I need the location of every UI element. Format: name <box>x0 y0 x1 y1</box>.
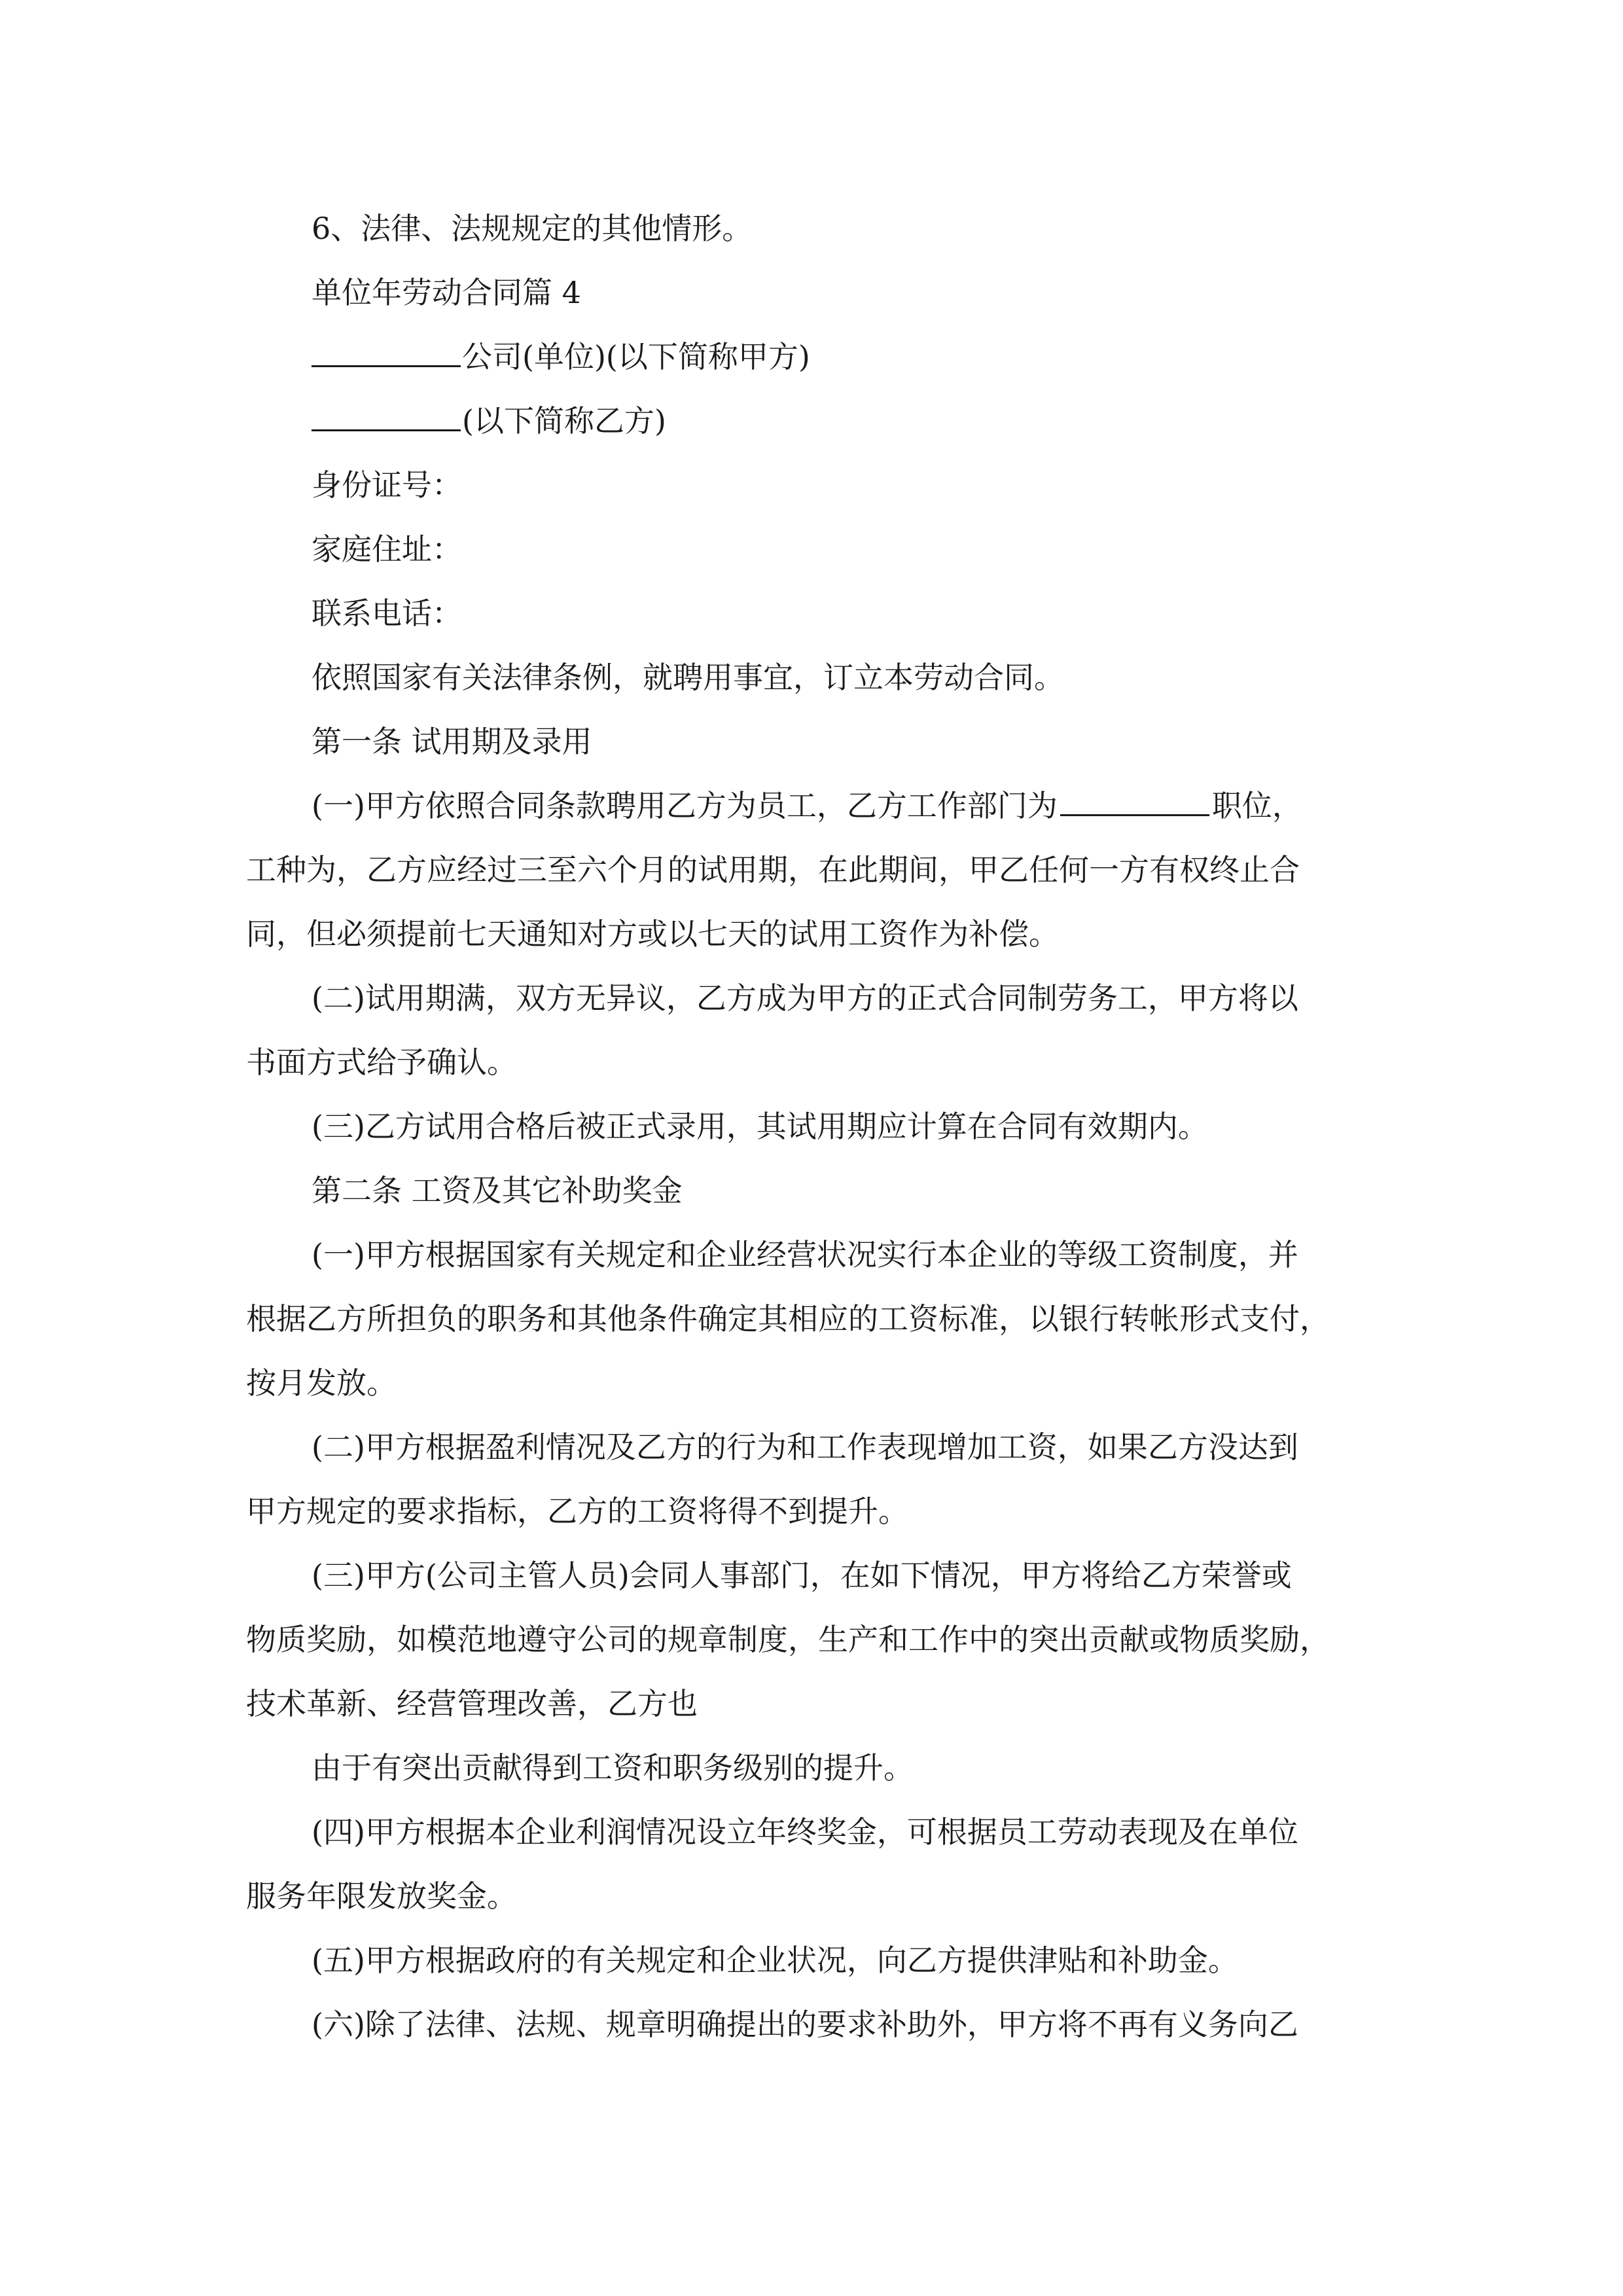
text-line: 工种为，乙方应经过三至六个月的试用期，在此期间，甲乙任何一方有权终止合 <box>246 852 1300 888</box>
clause-line: (三)乙方试用合格后被正式录用，其试用期应计算在合同有效期内。 <box>312 1109 1208 1144</box>
clause-line: (六)除了法律、法规、规章明确提出的要求补助外，甲方将不再有义务向乙 <box>312 2007 1298 2042</box>
home-address-line: 家庭住址： <box>312 531 462 567</box>
text-line: 根据乙方所担负的职务和其他条件确定其相应的工资标准，以银行转帐形式支付， <box>246 1301 1330 1336</box>
party-b-line <box>246 389 1398 453</box>
blank-underline <box>312 399 461 431</box>
party-b-text: (以下简称乙方) <box>462 403 666 439</box>
text-line: 甲方规定的要求指标，乙方的工资将得不到提升。 <box>246 1494 908 1529</box>
text-line: 由于有突出贡献得到工资和职务级别的提升。 <box>312 1750 914 1785</box>
clause-line: (二)试用期满，双方无异议，乙方成为甲方的正式合同制劳务工，甲方将以 <box>312 980 1298 1016</box>
clause-line: (五)甲方根据政府的有关规定和企业状况，向乙方提供津贴和补助金。 <box>312 1943 1238 1978</box>
party-a-line <box>246 325 1398 389</box>
text-line: 技术革新、经营管理改善，乙方也 <box>246 1686 698 1721</box>
clause-line <box>246 774 1398 838</box>
text-line: 书面方式给予确认。 <box>246 1045 517 1080</box>
document-body <box>246 196 1398 2056</box>
phone-line: 联系电话： <box>312 596 462 631</box>
text-line: 同，但必须提前七天通知对方或以七天的试用工资作为补偿。 <box>246 916 1059 952</box>
clause-line: (一)甲方根据国家有关规定和企业经营状况实行本企业的等级工资制度，并 <box>312 1237 1298 1272</box>
text-line: 依照国家有关法律条例，就聘用事宜，订立本劳动合同。 <box>312 660 1064 695</box>
clause-text-b: 职位， <box>1211 788 1302 823</box>
text-line: 服务年限发放奖金。 <box>246 1878 517 1914</box>
party-a-text: 公司(单位)(以下简称甲方) <box>462 339 810 374</box>
clause-line: (二)甲方根据盈利情况及乙方的行为和工作表现增加工资，如果乙方没达到 <box>312 1429 1298 1465</box>
blank-underline <box>312 335 461 367</box>
text-line: 6、法律、法规规定的其他情形。 <box>312 211 753 246</box>
text-line: 物质奖励，如模范地遵守公司的规章制度，生产和工作中的突出贡献或物质奖励， <box>246 1622 1330 1657</box>
article-heading: 第一条 试用期及录用 <box>312 724 592 759</box>
clause-text-a: (一)甲方依照合同条款聘用乙方为员工，乙方工作部门为 <box>312 788 1058 823</box>
text-line: 按月发放。 <box>246 1365 397 1401</box>
blank-underline <box>1060 784 1209 816</box>
clause-line: (三)甲方(公司主管人员)会同人事部门，在如下情况，甲方将给乙方荣誉或 <box>312 1558 1292 1593</box>
article-heading: 第二条 工资及其它补助奖金 <box>312 1173 683 1208</box>
section-heading: 单位年劳动合同篇 4 <box>312 275 581 310</box>
clause-line: (四)甲方根据本企业利润情况设立年终奖金，可根据员工劳动表现及在单位 <box>312 1814 1298 1850</box>
id-number-line: 身份证号： <box>312 467 462 503</box>
